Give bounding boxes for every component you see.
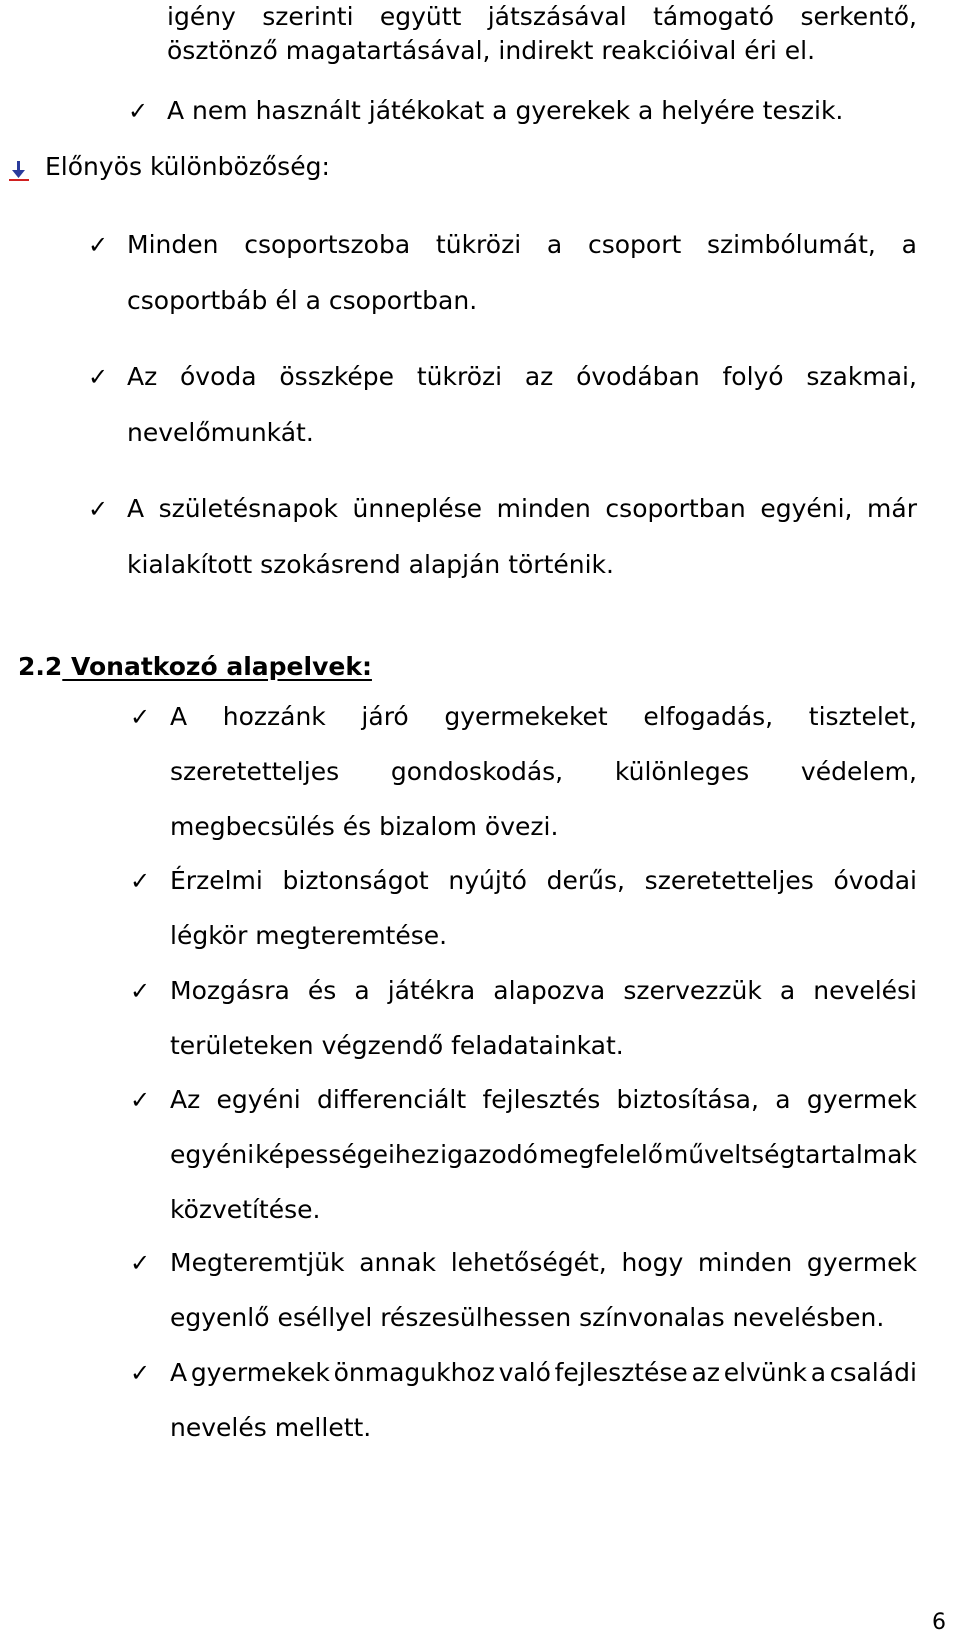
word: csoportban — [605, 494, 746, 523]
word: nevelési — [813, 976, 917, 1005]
arrow-bullet-icon — [8, 160, 30, 182]
checkmark-icon: ✓ — [128, 97, 149, 125]
intro-line-1 — [167, 2, 917, 31]
word: támogató — [653, 2, 775, 31]
principle-last-line: egyenlő eséllyel részesülhessen színvonalas nevelésben. — [170, 1303, 885, 1332]
principle-last-line: területeken végzendő feladatainkat. — [170, 1031, 624, 1060]
word: tükrözi — [416, 362, 503, 391]
word: és — [307, 976, 337, 1005]
word: szerinti — [262, 2, 354, 31]
checkmark-icon: ✓ — [130, 1359, 151, 1387]
principle-line — [170, 1248, 917, 1277]
heading-number: 2.2 — [18, 652, 63, 681]
word: Az — [127, 362, 158, 391]
word: szeretetteljes — [644, 866, 814, 895]
word: játszásával — [487, 2, 627, 31]
checkmark-icon: ✓ — [88, 231, 109, 259]
word: biztonságot — [282, 866, 429, 895]
word: csoport — [587, 230, 682, 259]
word: elfogadás, — [643, 702, 774, 731]
principle-line — [170, 866, 917, 895]
word: lehetőségét, — [450, 1248, 607, 1277]
word: egyéni — [216, 1085, 301, 1114]
principle-last-line: közvetítése. — [170, 1195, 321, 1224]
principle-line — [170, 757, 917, 786]
word: egyéni, — [760, 494, 853, 523]
word: biztosítása, — [616, 1085, 759, 1114]
heading-title: Vonatkozó alapelvek: — [62, 652, 372, 681]
word: védelem, — [800, 757, 917, 786]
principle-line — [170, 976, 917, 1005]
word: képességeihez — [255, 1140, 440, 1169]
word: Érzelmi — [170, 866, 263, 895]
word: Megteremtjük — [170, 1248, 345, 1277]
word: egyéni — [170, 1140, 255, 1169]
word: az — [524, 362, 554, 391]
checkmark-icon: ✓ — [88, 363, 109, 391]
word: a — [354, 976, 370, 1005]
word: születésnapok — [158, 494, 338, 523]
word: már — [867, 494, 917, 523]
word: családi — [829, 1358, 917, 1387]
word: nyújtó — [448, 866, 527, 895]
advantage-item-line-1 — [127, 230, 917, 259]
word: járó — [361, 702, 409, 731]
advantage-item-line-2: kialakított szokásrend alapján történik. — [127, 550, 614, 579]
word: gyermekeket — [444, 702, 608, 731]
word: a — [810, 1358, 827, 1387]
word: különleges — [614, 757, 750, 786]
checkmark-icon: ✓ — [130, 867, 151, 895]
word: A — [127, 494, 145, 523]
word: annak — [359, 1248, 437, 1277]
word: műveltségtartalmak — [663, 1140, 917, 1169]
word: óvodában — [576, 362, 700, 391]
word: minden — [697, 1248, 793, 1277]
intro-line-2: ösztönző magatartásával, indirekt reakcióival éri el. — [167, 36, 816, 65]
advantage-item-line-2: nevelőmunkát. — [127, 418, 314, 447]
word: differenciált — [317, 1085, 467, 1114]
section-label: Előnyös különbözőség: — [45, 152, 330, 181]
word: fejlesztése — [554, 1358, 688, 1387]
checkmark-icon: ✓ — [130, 977, 151, 1005]
checkmark-icon: ✓ — [88, 495, 109, 523]
word: elvünk — [723, 1358, 807, 1387]
word: gyermek — [806, 1248, 917, 1277]
advantage-item-line-1 — [127, 362, 917, 391]
word: hozzánk — [222, 702, 326, 731]
word: Az — [170, 1085, 201, 1114]
word: a — [775, 1085, 791, 1114]
word: alapozva — [493, 976, 606, 1005]
advantage-item-line-1 — [127, 494, 917, 523]
word: óvoda — [180, 362, 257, 391]
principle-last-line: légkör megteremtése. — [170, 921, 448, 950]
section-heading — [18, 652, 372, 681]
word: gondoskodás, — [390, 757, 564, 786]
word: a — [901, 230, 917, 259]
checkmark-icon: ✓ — [130, 1086, 151, 1114]
word: A — [170, 702, 188, 731]
word: a — [546, 230, 563, 259]
word: fejlesztés — [482, 1085, 601, 1114]
word: megfelelő — [538, 1140, 664, 1169]
checkmark-icon: ✓ — [130, 703, 151, 731]
word: tükrözi — [435, 230, 522, 259]
word: igazodó — [440, 1140, 538, 1169]
word: Mozgásra — [170, 976, 290, 1005]
word: A — [170, 1358, 188, 1387]
word: szeretetteljes — [170, 757, 340, 786]
word: a — [779, 976, 796, 1005]
word: gyermek — [806, 1085, 917, 1114]
principle-line — [170, 702, 917, 731]
word: minden — [496, 494, 591, 523]
word: ünneplése — [352, 494, 483, 523]
word: csoportszoba — [244, 230, 411, 259]
word: szimbólumát, — [707, 230, 876, 259]
word: az — [691, 1358, 720, 1387]
principle-line — [170, 1358, 917, 1387]
word: hogy — [621, 1248, 684, 1277]
word: együtt — [379, 2, 462, 31]
word: szervezzük — [623, 976, 762, 1005]
advantage-item-line-2: csoportbáb él a csoportban. — [127, 286, 478, 315]
word: derűs, — [546, 866, 625, 895]
word: igény — [167, 2, 236, 31]
principle-line — [170, 1140, 917, 1169]
word: serkentő, — [800, 2, 917, 31]
word: óvodai — [833, 866, 917, 895]
word: játékra — [387, 976, 476, 1005]
intro-bullet-text: A nem használt játékokat a gyerekek a helyére teszik. — [167, 96, 844, 125]
word: önmagukhoz — [333, 1358, 495, 1387]
principle-line — [170, 1085, 917, 1114]
word: összképe — [279, 362, 395, 391]
checkmark-icon: ✓ — [130, 1249, 151, 1277]
word: gyermekek — [190, 1358, 330, 1387]
word: való — [498, 1358, 551, 1387]
word: Minden — [127, 230, 219, 259]
principle-last-line: megbecsülés és bizalom övezi. — [170, 812, 559, 841]
page-number: 6 — [932, 1610, 946, 1635]
principle-last-line: nevelés mellett. — [170, 1413, 372, 1442]
word: tisztelet, — [808, 702, 917, 731]
word: szakmai, — [806, 362, 917, 391]
word: folyó — [722, 362, 784, 391]
